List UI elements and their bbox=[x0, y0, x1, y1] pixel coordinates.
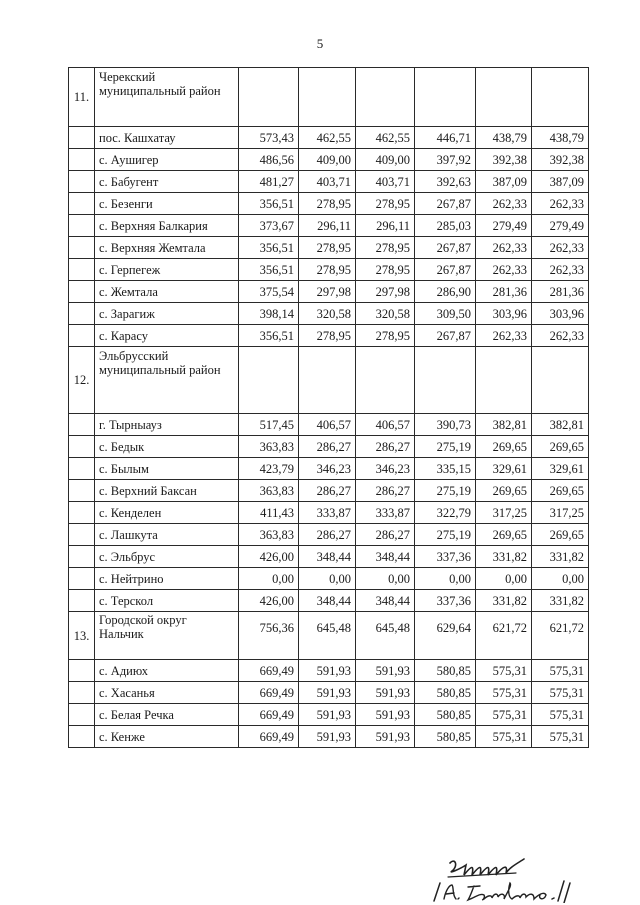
value-cell: 575,31 bbox=[532, 660, 589, 682]
value-cell: 348,44 bbox=[299, 590, 356, 612]
settlement-name: с. Нейтрино bbox=[95, 568, 239, 590]
value-cell: 286,90 bbox=[415, 281, 476, 303]
section-number: 11. bbox=[69, 68, 95, 127]
district-row bbox=[69, 612, 589, 660]
value-cell: 0,00 bbox=[299, 568, 356, 590]
table-row bbox=[69, 568, 589, 590]
row-number-cell bbox=[69, 127, 95, 149]
value-cell: 517,45 bbox=[239, 414, 299, 436]
settlement-name: с. Жемтала bbox=[95, 281, 239, 303]
row-number-cell bbox=[69, 171, 95, 193]
value-cell: 286,27 bbox=[356, 524, 415, 546]
table-row bbox=[69, 726, 589, 748]
value-cell: 387,09 bbox=[532, 171, 589, 193]
settlement-name: г. Тырныауз bbox=[95, 414, 239, 436]
value-cell: 286,27 bbox=[356, 480, 415, 502]
table-row bbox=[69, 303, 589, 325]
district-row bbox=[69, 347, 589, 414]
value-cell: 262,33 bbox=[476, 259, 532, 281]
value-cell: 462,55 bbox=[356, 127, 415, 149]
value-cell: 411,43 bbox=[239, 502, 299, 524]
value-cell bbox=[299, 68, 356, 127]
value-cell: 275,19 bbox=[415, 524, 476, 546]
value-cell: 645,48 bbox=[299, 612, 356, 660]
value-cell: 390,73 bbox=[415, 414, 476, 436]
value-cell: 286,27 bbox=[299, 480, 356, 502]
value-cell: 591,93 bbox=[356, 726, 415, 748]
page-number: 5 bbox=[316, 36, 324, 51]
value-cell: 348,44 bbox=[356, 546, 415, 568]
district-name: Черекский муниципальный район bbox=[95, 68, 239, 127]
table-row bbox=[69, 171, 589, 193]
value-cell: 296,11 bbox=[299, 215, 356, 237]
value-cell: 669,49 bbox=[239, 704, 299, 726]
value-cell: 278,95 bbox=[356, 259, 415, 281]
value-cell: 0,00 bbox=[356, 568, 415, 590]
table-row bbox=[69, 480, 589, 502]
value-cell: 278,95 bbox=[356, 193, 415, 215]
value-cell: 278,95 bbox=[299, 193, 356, 215]
row-number-cell bbox=[69, 568, 95, 590]
row-number-cell bbox=[69, 237, 95, 259]
row-number-cell bbox=[69, 259, 95, 281]
value-cell: 462,55 bbox=[299, 127, 356, 149]
settlement-name: с. Белая Речка bbox=[95, 704, 239, 726]
value-cell: 403,71 bbox=[356, 171, 415, 193]
value-cell: 575,31 bbox=[476, 682, 532, 704]
value-cell: 269,65 bbox=[476, 480, 532, 502]
value-cell: 375,54 bbox=[239, 281, 299, 303]
value-cell: 669,49 bbox=[239, 660, 299, 682]
value-cell: 621,72 bbox=[476, 612, 532, 660]
value-cell: 331,82 bbox=[476, 590, 532, 612]
table-row bbox=[69, 660, 589, 682]
value-cell: 269,65 bbox=[532, 524, 589, 546]
value-cell: 333,87 bbox=[356, 502, 415, 524]
value-cell: 275,19 bbox=[415, 480, 476, 502]
value-cell: 580,85 bbox=[415, 660, 476, 682]
row-number-cell bbox=[69, 215, 95, 237]
value-cell: 262,33 bbox=[476, 325, 532, 347]
value-cell: 317,25 bbox=[476, 502, 532, 524]
row-number-cell bbox=[69, 458, 95, 480]
settlement-name: с. Зарагиж bbox=[95, 303, 239, 325]
value-cell: 317,25 bbox=[532, 502, 589, 524]
value-cell: 409,00 bbox=[356, 149, 415, 171]
table-row bbox=[69, 259, 589, 281]
value-cell: 0,00 bbox=[239, 568, 299, 590]
value-cell: 591,93 bbox=[299, 726, 356, 748]
table-row bbox=[69, 502, 589, 524]
value-cell: 278,95 bbox=[299, 325, 356, 347]
row-number-cell bbox=[69, 546, 95, 568]
value-cell: 329,61 bbox=[476, 458, 532, 480]
value-cell: 286,27 bbox=[299, 436, 356, 458]
value-cell: 329,61 bbox=[532, 458, 589, 480]
value-cell bbox=[532, 68, 589, 127]
value-cell: 756,36 bbox=[239, 612, 299, 660]
value-cell: 262,33 bbox=[532, 325, 589, 347]
value-cell: 591,93 bbox=[356, 660, 415, 682]
value-cell: 0,00 bbox=[415, 568, 476, 590]
value-cell: 356,51 bbox=[239, 259, 299, 281]
value-cell: 575,31 bbox=[476, 726, 532, 748]
settlement-name: с. Кенже bbox=[95, 726, 239, 748]
value-cell: 426,00 bbox=[239, 546, 299, 568]
value-cell: 281,36 bbox=[532, 281, 589, 303]
tariff-table bbox=[68, 67, 589, 748]
value-cell bbox=[532, 347, 589, 414]
value-cell: 580,85 bbox=[415, 726, 476, 748]
value-cell: 438,79 bbox=[532, 127, 589, 149]
value-cell: 269,65 bbox=[532, 436, 589, 458]
value-cell: 267,87 bbox=[415, 325, 476, 347]
table-row bbox=[69, 704, 589, 726]
settlement-name: с. Хасанья bbox=[95, 682, 239, 704]
value-cell: 591,93 bbox=[299, 660, 356, 682]
value-cell: 406,57 bbox=[356, 414, 415, 436]
value-cell: 591,93 bbox=[299, 682, 356, 704]
value-cell: 382,81 bbox=[532, 414, 589, 436]
value-cell: 309,50 bbox=[415, 303, 476, 325]
district-row bbox=[69, 68, 589, 127]
value-cell: 591,93 bbox=[299, 704, 356, 726]
value-cell: 279,49 bbox=[532, 215, 589, 237]
value-cell: 629,64 bbox=[415, 612, 476, 660]
value-cell: 392,38 bbox=[476, 149, 532, 171]
value-cell: 335,15 bbox=[415, 458, 476, 480]
row-number-cell bbox=[69, 502, 95, 524]
value-cell: 281,36 bbox=[476, 281, 532, 303]
value-cell: 446,71 bbox=[415, 127, 476, 149]
settlement-name: с. Карасу bbox=[95, 325, 239, 347]
settlement-name: с. Лашкута bbox=[95, 524, 239, 546]
value-cell: 409,00 bbox=[299, 149, 356, 171]
settlement-name: с. Герпегеж bbox=[95, 259, 239, 281]
value-cell: 382,81 bbox=[476, 414, 532, 436]
value-cell: 0,00 bbox=[476, 568, 532, 590]
value-cell: 0,00 bbox=[532, 568, 589, 590]
row-number-cell bbox=[69, 303, 95, 325]
value-cell: 331,82 bbox=[532, 590, 589, 612]
table-row bbox=[69, 193, 589, 215]
value-cell bbox=[239, 347, 299, 414]
value-cell: 337,36 bbox=[415, 590, 476, 612]
row-number-cell bbox=[69, 704, 95, 726]
table-row bbox=[69, 281, 589, 303]
value-cell: 356,51 bbox=[239, 237, 299, 259]
value-cell: 363,83 bbox=[239, 524, 299, 546]
table-row bbox=[69, 458, 589, 480]
row-number-cell bbox=[69, 726, 95, 748]
value-cell: 346,23 bbox=[299, 458, 356, 480]
settlement-name: с. Бабугент bbox=[95, 171, 239, 193]
table-body bbox=[69, 68, 589, 748]
value-cell: 278,95 bbox=[356, 325, 415, 347]
row-number-cell bbox=[69, 480, 95, 502]
value-cell: 262,33 bbox=[476, 237, 532, 259]
value-cell: 279,49 bbox=[476, 215, 532, 237]
value-cell: 269,65 bbox=[476, 524, 532, 546]
value-cell: 331,82 bbox=[532, 546, 589, 568]
table-row bbox=[69, 237, 589, 259]
value-cell: 278,95 bbox=[356, 237, 415, 259]
value-cell: 269,65 bbox=[532, 480, 589, 502]
value-cell: 575,31 bbox=[532, 726, 589, 748]
value-cell: 278,95 bbox=[299, 237, 356, 259]
value-cell: 397,92 bbox=[415, 149, 476, 171]
value-cell bbox=[476, 347, 532, 414]
value-cell: 348,44 bbox=[299, 546, 356, 568]
value-cell: 346,23 bbox=[356, 458, 415, 480]
value-cell: 285,03 bbox=[415, 215, 476, 237]
value-cell: 286,27 bbox=[356, 436, 415, 458]
value-cell: 320,58 bbox=[356, 303, 415, 325]
district-name: Городской округ Нальчик bbox=[95, 612, 239, 660]
value-cell: 373,67 bbox=[239, 215, 299, 237]
value-cell: 392,38 bbox=[532, 149, 589, 171]
value-cell: 387,09 bbox=[476, 171, 532, 193]
value-cell: 575,31 bbox=[476, 660, 532, 682]
value-cell: 573,43 bbox=[239, 127, 299, 149]
value-cell: 322,79 bbox=[415, 502, 476, 524]
row-number-cell bbox=[69, 682, 95, 704]
value-cell bbox=[356, 347, 415, 414]
value-cell: 403,71 bbox=[299, 171, 356, 193]
value-cell: 262,33 bbox=[532, 193, 589, 215]
table-row bbox=[69, 127, 589, 149]
value-cell bbox=[356, 68, 415, 127]
settlement-name: с. Терскол bbox=[95, 590, 239, 612]
value-cell: 267,87 bbox=[415, 259, 476, 281]
value-cell: 669,49 bbox=[239, 726, 299, 748]
value-cell: 486,56 bbox=[239, 149, 299, 171]
settlement-name: с. Верхняя Балкария bbox=[95, 215, 239, 237]
settlement-name: с. Бедык bbox=[95, 436, 239, 458]
value-cell: 591,93 bbox=[356, 682, 415, 704]
value-cell: 262,33 bbox=[532, 237, 589, 259]
value-cell bbox=[299, 347, 356, 414]
value-cell: 278,95 bbox=[299, 259, 356, 281]
row-number-cell bbox=[69, 193, 95, 215]
table-row bbox=[69, 682, 589, 704]
settlement-name: с. Аушигер bbox=[95, 149, 239, 171]
value-cell: 320,58 bbox=[299, 303, 356, 325]
value-cell: 392,63 bbox=[415, 171, 476, 193]
settlement-name: с. Кенделен bbox=[95, 502, 239, 524]
row-number-cell bbox=[69, 149, 95, 171]
value-cell: 580,85 bbox=[415, 682, 476, 704]
value-cell: 645,48 bbox=[356, 612, 415, 660]
value-cell: 275,19 bbox=[415, 436, 476, 458]
value-cell: 356,51 bbox=[239, 193, 299, 215]
signature bbox=[428, 855, 598, 903]
table-row bbox=[69, 546, 589, 568]
value-cell: 286,27 bbox=[299, 524, 356, 546]
value-cell: 262,33 bbox=[476, 193, 532, 215]
value-cell: 406,57 bbox=[299, 414, 356, 436]
value-cell: 575,31 bbox=[532, 682, 589, 704]
row-number-cell bbox=[69, 660, 95, 682]
value-cell: 575,31 bbox=[532, 704, 589, 726]
value-cell: 303,96 bbox=[532, 303, 589, 325]
value-cell: 426,00 bbox=[239, 590, 299, 612]
value-cell: 669,49 bbox=[239, 682, 299, 704]
row-number-cell bbox=[69, 414, 95, 436]
row-number-cell bbox=[69, 325, 95, 347]
value-cell bbox=[415, 347, 476, 414]
table-row bbox=[69, 149, 589, 171]
section-number: 13. bbox=[69, 612, 95, 660]
value-cell: 267,87 bbox=[415, 193, 476, 215]
row-number-cell bbox=[69, 436, 95, 458]
settlement-name: пос. Кашхатау bbox=[95, 127, 239, 149]
settlement-name: с. Верхняя Жемтала bbox=[95, 237, 239, 259]
value-cell: 591,93 bbox=[356, 704, 415, 726]
settlement-name: с. Безенги bbox=[95, 193, 239, 215]
value-cell: 356,51 bbox=[239, 325, 299, 347]
section-number: 12. bbox=[69, 347, 95, 414]
table-row bbox=[69, 436, 589, 458]
value-cell: 580,85 bbox=[415, 704, 476, 726]
value-cell: 438,79 bbox=[476, 127, 532, 149]
settlement-name: с. Былым bbox=[95, 458, 239, 480]
value-cell: 363,83 bbox=[239, 480, 299, 502]
value-cell: 267,87 bbox=[415, 237, 476, 259]
table-row bbox=[69, 590, 589, 612]
value-cell: 297,98 bbox=[356, 281, 415, 303]
value-cell: 348,44 bbox=[356, 590, 415, 612]
value-cell bbox=[415, 68, 476, 127]
row-number-cell bbox=[69, 281, 95, 303]
value-cell: 303,96 bbox=[476, 303, 532, 325]
value-cell: 269,65 bbox=[476, 436, 532, 458]
row-number-cell bbox=[69, 590, 95, 612]
value-cell: 398,14 bbox=[239, 303, 299, 325]
table-row bbox=[69, 325, 589, 347]
district-name: Эльбрусский муниципальный район bbox=[95, 347, 239, 414]
value-cell: 621,72 bbox=[532, 612, 589, 660]
value-cell: 337,36 bbox=[415, 546, 476, 568]
table-row bbox=[69, 524, 589, 546]
table-row bbox=[69, 414, 589, 436]
settlement-name: с. Адиюх bbox=[95, 660, 239, 682]
value-cell: 333,87 bbox=[299, 502, 356, 524]
row-number-cell bbox=[69, 524, 95, 546]
value-cell: 575,31 bbox=[476, 704, 532, 726]
value-cell: 363,83 bbox=[239, 436, 299, 458]
value-cell: 296,11 bbox=[356, 215, 415, 237]
table-row bbox=[69, 215, 589, 237]
settlement-name: с. Эльбрус bbox=[95, 546, 239, 568]
value-cell bbox=[239, 68, 299, 127]
value-cell bbox=[476, 68, 532, 127]
value-cell: 331,82 bbox=[476, 546, 532, 568]
value-cell: 297,98 bbox=[299, 281, 356, 303]
value-cell: 262,33 bbox=[532, 259, 589, 281]
settlement-name: с. Верхний Баксан bbox=[95, 480, 239, 502]
value-cell: 481,27 bbox=[239, 171, 299, 193]
value-cell: 423,79 bbox=[239, 458, 299, 480]
